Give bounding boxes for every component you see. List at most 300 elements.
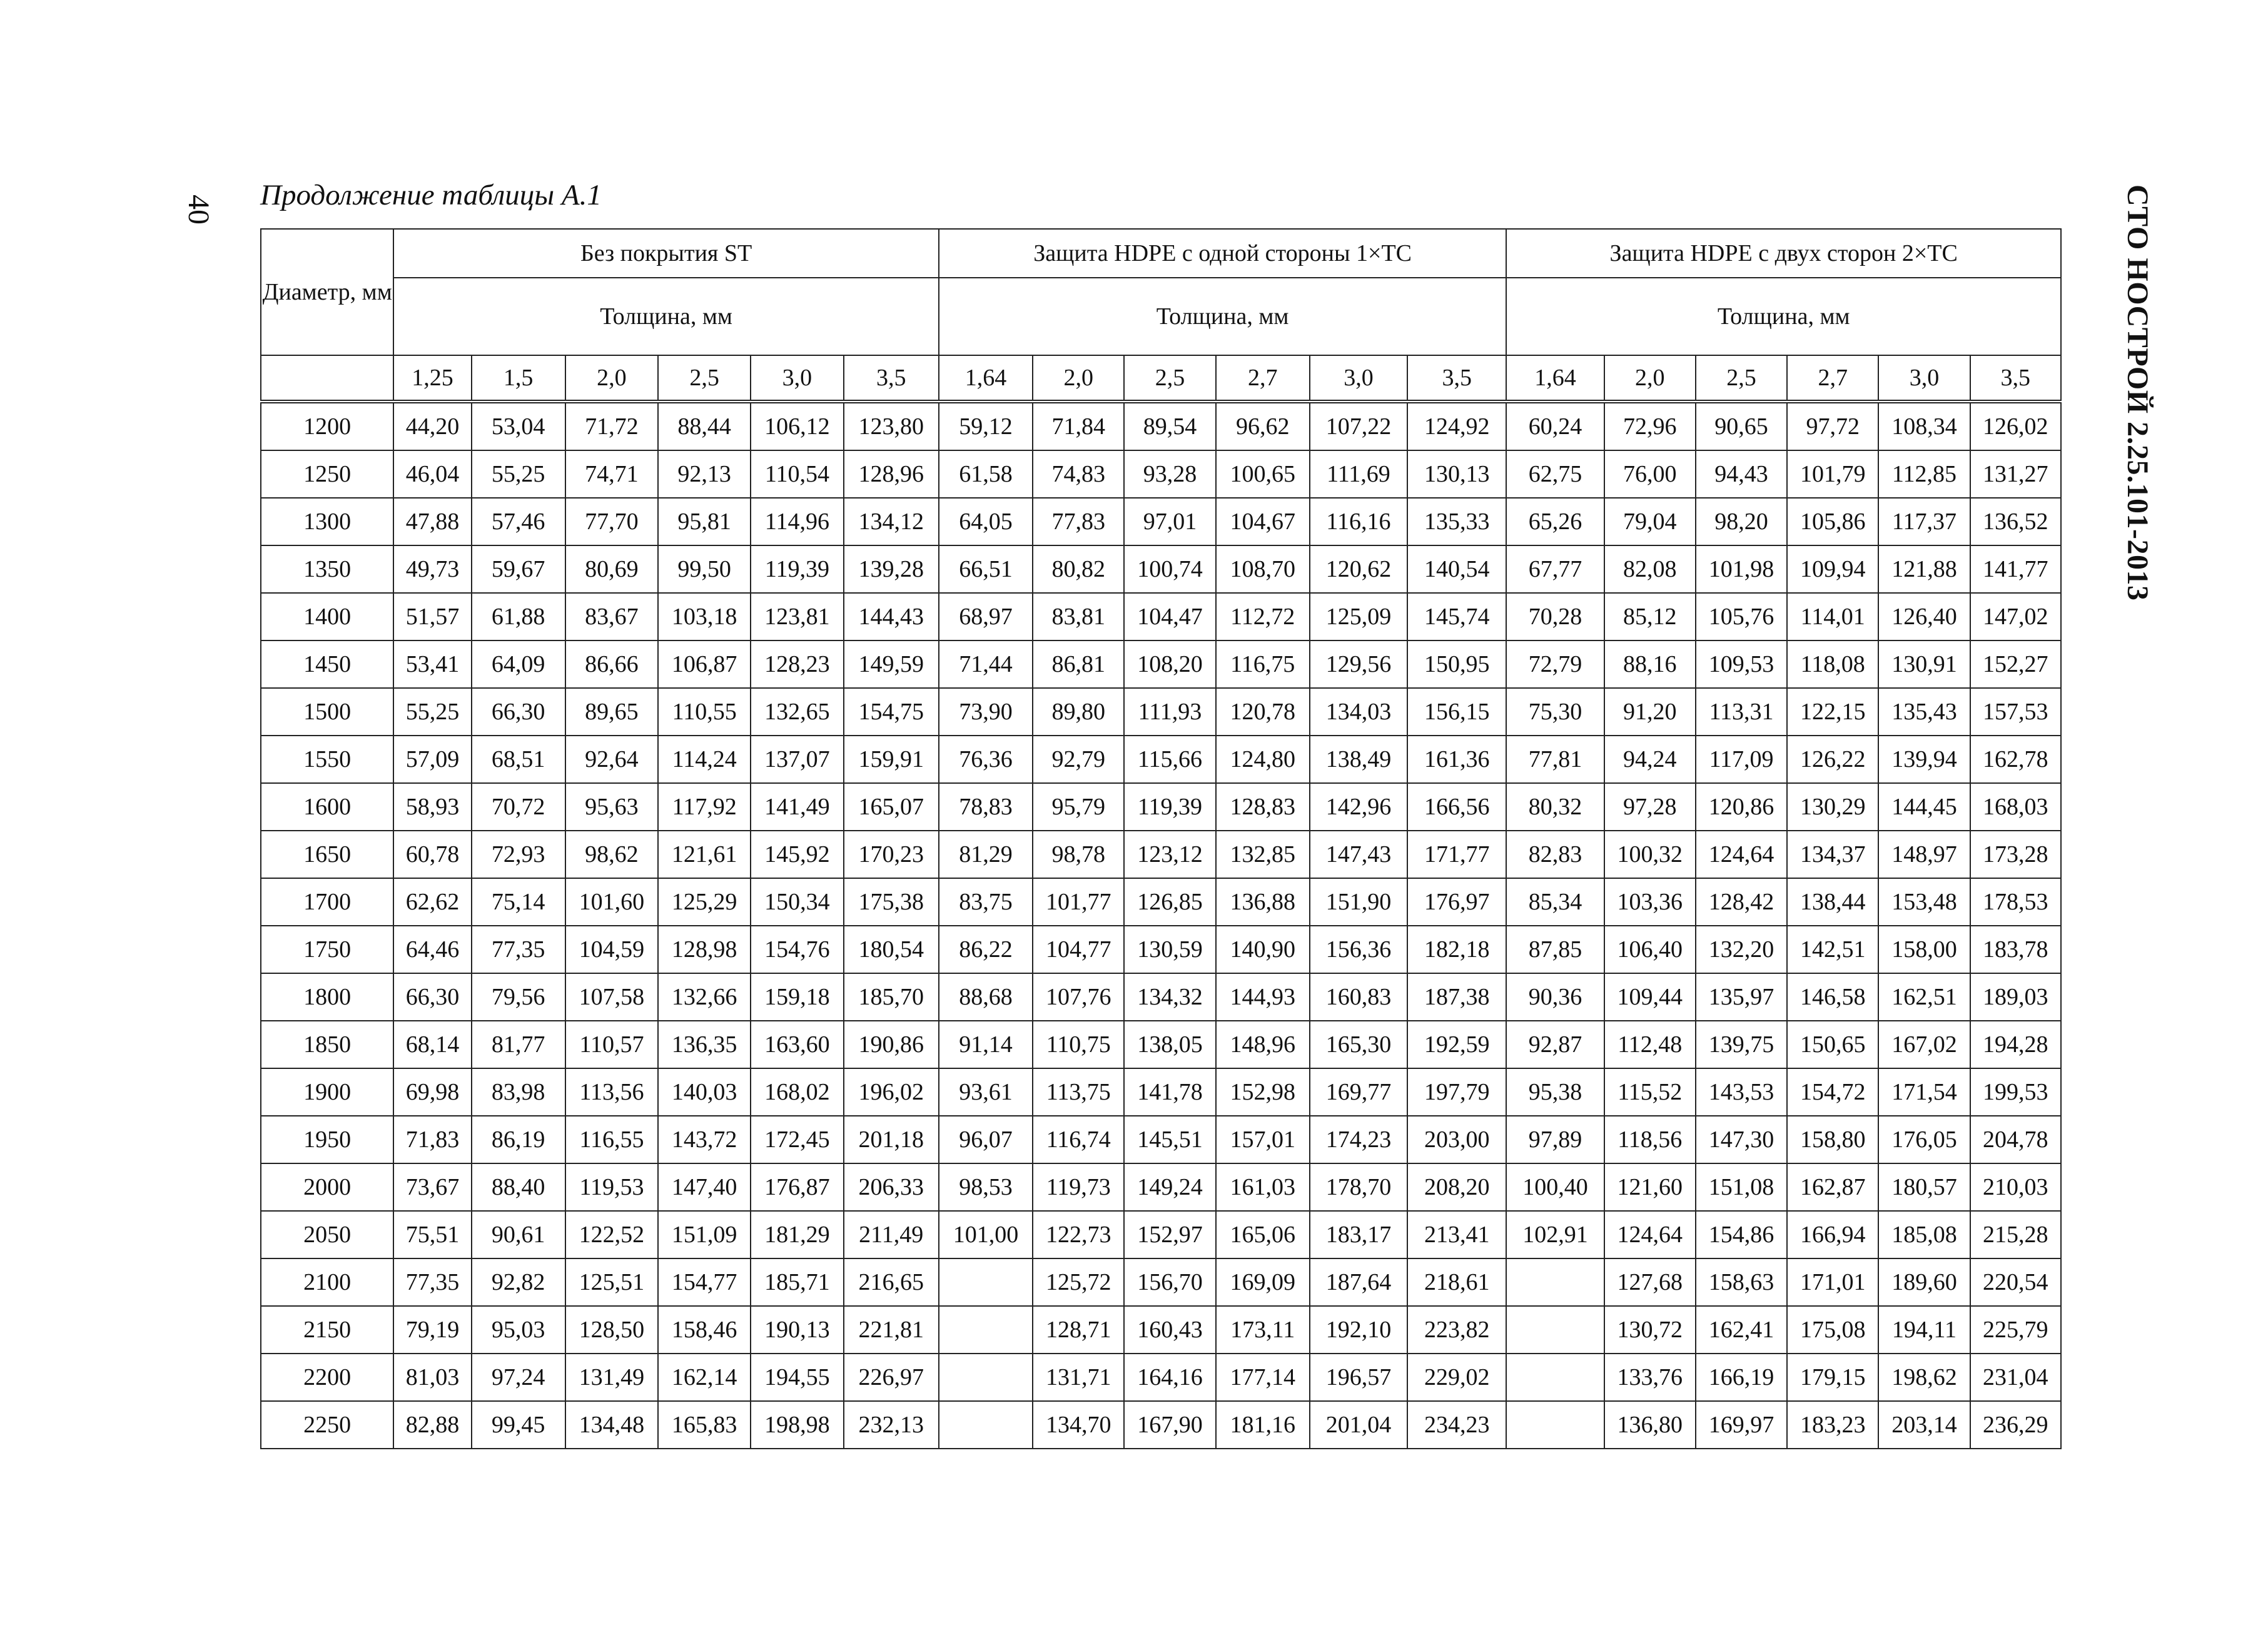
value-cell: 176,87: [751, 1163, 843, 1211]
value-cell: 92,79: [1033, 736, 1124, 783]
value-cell: 102,91: [1506, 1211, 1604, 1258]
value-cell: 107,22: [1310, 402, 1407, 450]
value-cell: 68,14: [393, 1021, 471, 1068]
value-cell: 100,40: [1506, 1163, 1604, 1211]
value-cell: 126,22: [1787, 736, 1878, 783]
value-cell: 140,03: [658, 1068, 751, 1116]
value-cell: 105,86: [1787, 498, 1878, 545]
value-cell: [1506, 1306, 1604, 1354]
value-cell: 138,49: [1310, 736, 1407, 783]
diameter-cell: 2050: [261, 1211, 393, 1258]
value-cell: 46,04: [393, 450, 471, 498]
value-cell: 135,97: [1696, 973, 1787, 1021]
value-cell: 165,06: [1216, 1211, 1310, 1258]
value-cell: 55,25: [472, 450, 565, 498]
value-cell: 113,56: [565, 1068, 658, 1116]
value-cell: 99,50: [658, 545, 751, 593]
value-cell: 189,60: [1878, 1258, 1970, 1306]
value-cell: 106,40: [1604, 926, 1696, 973]
value-cell: 81,03: [393, 1354, 471, 1401]
value-cell: 98,20: [1696, 498, 1787, 545]
thickness-header-1tc-4: 3,0: [1310, 355, 1407, 402]
value-cell: 44,20: [393, 402, 471, 450]
value-cell: 59,67: [472, 545, 565, 593]
document-code: СТО НОСТРОЙ 2.25.101-2013: [2121, 185, 2154, 601]
value-cell: 154,86: [1696, 1211, 1787, 1258]
value-cell: 154,75: [844, 688, 939, 736]
value-cell: 75,14: [472, 878, 565, 926]
value-cell: 165,30: [1310, 1021, 1407, 1068]
value-cell: 128,96: [844, 450, 939, 498]
value-cell: 125,72: [1033, 1258, 1124, 1306]
value-cell: 169,77: [1310, 1068, 1407, 1116]
table-row: [261, 593, 2061, 640]
diameter-cell: 1600: [261, 783, 393, 831]
value-cell: 82,83: [1506, 831, 1604, 878]
value-cell: 141,49: [751, 783, 843, 831]
value-cell: 183,23: [1787, 1401, 1878, 1449]
value-cell: 92,13: [658, 450, 751, 498]
value-cell: 116,75: [1216, 640, 1310, 688]
value-cell: 68,51: [472, 736, 565, 783]
thickness-header-1tc-2: 2,5: [1124, 355, 1215, 402]
value-cell: 203,00: [1407, 1116, 1506, 1163]
value-cell: 179,15: [1787, 1354, 1878, 1401]
value-cell: 80,69: [565, 545, 658, 593]
value-cell: 136,52: [1970, 498, 2061, 545]
value-cell: 92,64: [565, 736, 658, 783]
value-cell: 98,62: [565, 831, 658, 878]
thickness-header-2tc-2: 2,5: [1696, 355, 1787, 402]
value-cell: 71,72: [565, 402, 658, 450]
value-cell: 130,72: [1604, 1306, 1696, 1354]
value-cell: 187,38: [1407, 973, 1506, 1021]
value-cell: 194,11: [1878, 1306, 1970, 1354]
value-cell: 110,54: [751, 450, 843, 498]
value-cell: 77,35: [393, 1258, 471, 1306]
value-cell: 71,84: [1033, 402, 1124, 450]
value-cell: 162,51: [1878, 973, 1970, 1021]
value-cell: 121,88: [1878, 545, 1970, 593]
value-cell: 174,23: [1310, 1116, 1407, 1163]
value-cell: 92,87: [1506, 1021, 1604, 1068]
value-cell: 198,98: [751, 1401, 843, 1449]
value-cell: 130,29: [1787, 783, 1878, 831]
value-cell: 138,05: [1124, 1021, 1215, 1068]
value-cell: 163,60: [751, 1021, 843, 1068]
value-cell: 97,89: [1506, 1116, 1604, 1163]
value-cell: 140,90: [1216, 926, 1310, 973]
value-cell: 134,70: [1033, 1401, 1124, 1449]
value-cell: 216,65: [844, 1258, 939, 1306]
value-cell: 67,77: [1506, 545, 1604, 593]
value-cell: [939, 1354, 1033, 1401]
value-cell: 198,62: [1878, 1354, 1970, 1401]
diameter-cell: 1200: [261, 402, 393, 450]
diameter-cell: 1300: [261, 498, 393, 545]
value-cell: 126,02: [1970, 402, 2061, 450]
value-cell: 180,57: [1878, 1163, 1970, 1211]
value-cell: 220,54: [1970, 1258, 2061, 1306]
thickness-header-2tc-1: 2,0: [1604, 355, 1696, 402]
value-cell: 117,92: [658, 783, 751, 831]
value-cell: 182,18: [1407, 926, 1506, 973]
value-cell: 135,33: [1407, 498, 1506, 545]
value-cell: 120,62: [1310, 545, 1407, 593]
value-cell: 88,40: [472, 1163, 565, 1211]
value-cell: 166,56: [1407, 783, 1506, 831]
value-cell: 111,69: [1310, 450, 1407, 498]
diameter-cell: 2150: [261, 1306, 393, 1354]
value-cell: 127,68: [1604, 1258, 1696, 1306]
value-cell: 101,79: [1787, 450, 1878, 498]
diameter-cell: 1850: [261, 1021, 393, 1068]
value-cell: 151,09: [658, 1211, 751, 1258]
value-cell: 150,65: [1787, 1021, 1878, 1068]
value-cell: 124,92: [1407, 402, 1506, 450]
value-cell: 53,41: [393, 640, 471, 688]
value-cell: 101,00: [939, 1211, 1033, 1258]
value-cell: 160,43: [1124, 1306, 1215, 1354]
value-cell: 151,90: [1310, 878, 1407, 926]
value-cell: 201,18: [844, 1116, 939, 1163]
value-cell: 176,97: [1407, 878, 1506, 926]
value-cell: 120,86: [1696, 783, 1787, 831]
value-cell: 90,36: [1506, 973, 1604, 1021]
thickness-header-2tc-0: 1,64: [1506, 355, 1604, 402]
value-cell: 229,02: [1407, 1354, 1506, 1401]
data-table: [260, 228, 2062, 1449]
value-cell: 151,08: [1696, 1163, 1787, 1211]
value-cell: 173,28: [1970, 831, 2061, 878]
value-cell: 145,74: [1407, 593, 1506, 640]
value-cell: 86,66: [565, 640, 658, 688]
diameter-cell: 1250: [261, 450, 393, 498]
value-cell: [939, 1306, 1033, 1354]
diameter-cell: 1800: [261, 973, 393, 1021]
value-cell: 95,79: [1033, 783, 1124, 831]
group-subtitle-1tc: Толщина, мм: [939, 278, 1507, 355]
value-cell: 112,72: [1216, 593, 1310, 640]
value-cell: 91,14: [939, 1021, 1033, 1068]
value-cell: 124,80: [1216, 736, 1310, 783]
value-cell: 112,85: [1878, 450, 1970, 498]
value-cell: 94,24: [1604, 736, 1696, 783]
value-cell: 150,95: [1407, 640, 1506, 688]
table-row: [261, 1211, 2061, 1258]
value-cell: 117,37: [1878, 498, 1970, 545]
value-cell: 150,34: [751, 878, 843, 926]
value-cell: 134,32: [1124, 973, 1215, 1021]
value-cell: 190,13: [751, 1306, 843, 1354]
value-cell: 145,51: [1124, 1116, 1215, 1163]
value-cell: 96,62: [1216, 402, 1310, 450]
value-cell: 141,77: [1970, 545, 2061, 593]
diameter-cell: 2100: [261, 1258, 393, 1306]
value-cell: 128,98: [658, 926, 751, 973]
table-row: [261, 736, 2061, 783]
value-cell: 64,09: [472, 640, 565, 688]
value-cell: 95,38: [1506, 1068, 1604, 1116]
value-cell: 135,43: [1878, 688, 1970, 736]
value-cell: 121,60: [1604, 1163, 1696, 1211]
value-cell: 208,20: [1407, 1163, 1506, 1211]
value-cell: 77,35: [472, 926, 565, 973]
table-row: [261, 1354, 2061, 1401]
value-cell: 133,76: [1604, 1354, 1696, 1401]
value-cell: 60,78: [393, 831, 471, 878]
value-cell: 154,77: [658, 1258, 751, 1306]
value-cell: 101,60: [565, 878, 658, 926]
value-cell: 175,08: [1787, 1306, 1878, 1354]
value-cell: 132,66: [658, 973, 751, 1021]
thickness-header-1tc-1: 2,0: [1033, 355, 1124, 402]
diameter-cell: 1700: [261, 878, 393, 926]
value-cell: 156,70: [1124, 1258, 1215, 1306]
table-row: [261, 783, 2061, 831]
value-cell: 120,78: [1216, 688, 1310, 736]
value-cell: 118,56: [1604, 1116, 1696, 1163]
thickness-header-st-2: 2,0: [565, 355, 658, 402]
value-cell: 110,75: [1033, 1021, 1124, 1068]
thickness-header-1tc-5: 3,5: [1407, 355, 1506, 402]
value-cell: 114,01: [1787, 593, 1878, 640]
value-cell: 172,45: [751, 1116, 843, 1163]
value-cell: 140,54: [1407, 545, 1506, 593]
value-cell: 124,64: [1696, 831, 1787, 878]
value-cell: 158,80: [1787, 1116, 1878, 1163]
value-cell: 60,24: [1506, 402, 1604, 450]
value-cell: 97,24: [472, 1354, 565, 1401]
value-cell: 106,12: [751, 402, 843, 450]
value-cell: 86,19: [472, 1116, 565, 1163]
table-row: [261, 688, 2061, 736]
value-cell: 130,59: [1124, 926, 1215, 973]
value-cell: 165,07: [844, 783, 939, 831]
value-cell: 95,03: [472, 1306, 565, 1354]
value-cell: 132,65: [751, 688, 843, 736]
value-cell: 162,41: [1696, 1306, 1787, 1354]
value-cell: 162,14: [658, 1354, 751, 1401]
value-cell: 77,81: [1506, 736, 1604, 783]
value-cell: 134,12: [844, 498, 939, 545]
diameter-cell: 2250: [261, 1401, 393, 1449]
value-cell: 154,72: [1787, 1068, 1878, 1116]
value-cell: 169,09: [1216, 1258, 1310, 1306]
thickness-header-st-1: 1,5: [472, 355, 565, 402]
value-cell: 181,29: [751, 1211, 843, 1258]
value-cell: 116,16: [1310, 498, 1407, 545]
table-caption: Продолжение таблицы А.1: [260, 179, 602, 211]
value-cell: 165,83: [658, 1401, 751, 1449]
diameter-cell: 1900: [261, 1068, 393, 1116]
value-cell: 162,78: [1970, 736, 2061, 783]
value-cell: 104,47: [1124, 593, 1215, 640]
value-cell: 199,53: [1970, 1068, 2061, 1116]
value-cell: 180,54: [844, 926, 939, 973]
value-cell: 143,53: [1696, 1068, 1787, 1116]
value-cell: 79,19: [393, 1306, 471, 1354]
value-cell: 192,10: [1310, 1306, 1407, 1354]
value-cell: 147,43: [1310, 831, 1407, 878]
value-cell: 196,57: [1310, 1354, 1407, 1401]
thickness-header-st-0: 1,25: [393, 355, 471, 402]
table-row: [261, 926, 2061, 973]
value-cell: 226,97: [844, 1354, 939, 1401]
value-cell: 91,20: [1604, 688, 1696, 736]
thickness-header-2tc-3: 2,7: [1787, 355, 1878, 402]
value-cell: 82,88: [393, 1401, 471, 1449]
value-cell: 85,34: [1506, 878, 1604, 926]
value-cell: 100,74: [1124, 545, 1215, 593]
value-cell: 104,67: [1216, 498, 1310, 545]
value-cell: 95,81: [658, 498, 751, 545]
value-cell: 103,18: [658, 593, 751, 640]
value-cell: 114,24: [658, 736, 751, 783]
value-cell: 99,45: [472, 1401, 565, 1449]
value-cell: 201,04: [1310, 1401, 1407, 1449]
table-row: [261, 1163, 2061, 1211]
value-cell: [1506, 1401, 1604, 1449]
value-cell: 231,04: [1970, 1354, 2061, 1401]
value-cell: 211,49: [844, 1211, 939, 1258]
value-cell: 142,96: [1310, 783, 1407, 831]
value-cell: 143,72: [658, 1116, 751, 1163]
value-cell: 154,76: [751, 926, 843, 973]
value-cell: 69,98: [393, 1068, 471, 1116]
value-cell: 185,71: [751, 1258, 843, 1306]
value-cell: 90,61: [472, 1211, 565, 1258]
value-cell: 138,44: [1787, 878, 1878, 926]
value-cell: 61,58: [939, 450, 1033, 498]
value-cell: 152,27: [1970, 640, 2061, 688]
table-row: [261, 402, 2061, 450]
value-cell: 192,59: [1407, 1021, 1506, 1068]
value-cell: 82,08: [1604, 545, 1696, 593]
value-cell: 157,01: [1216, 1116, 1310, 1163]
value-cell: 161,36: [1407, 736, 1506, 783]
value-cell: 113,31: [1696, 688, 1787, 736]
value-cell: 115,66: [1124, 736, 1215, 783]
value-cell: 171,01: [1787, 1258, 1878, 1306]
value-cell: 129,56: [1310, 640, 1407, 688]
value-cell: 119,73: [1033, 1163, 1124, 1211]
diameter-cell: 2000: [261, 1163, 393, 1211]
diameter-cell: 1500: [261, 688, 393, 736]
value-cell: 187,64: [1310, 1258, 1407, 1306]
value-cell: 116,74: [1033, 1116, 1124, 1163]
table-row: [261, 545, 2061, 593]
value-cell: 234,23: [1407, 1401, 1506, 1449]
value-cell: 164,16: [1124, 1354, 1215, 1401]
table-row: [261, 831, 2061, 878]
diameter-cell: 1650: [261, 831, 393, 878]
value-cell: 64,46: [393, 926, 471, 973]
value-cell: 171,54: [1878, 1068, 1970, 1116]
value-cell: [1506, 1354, 1604, 1401]
table-row: [261, 1068, 2061, 1116]
value-cell: 87,85: [1506, 926, 1604, 973]
value-cell: 178,70: [1310, 1163, 1407, 1211]
value-cell: 104,59: [565, 926, 658, 973]
value-cell: 77,83: [1033, 498, 1124, 545]
value-cell: 144,45: [1878, 783, 1970, 831]
value-cell: 47,88: [393, 498, 471, 545]
diameter-cell: 1750: [261, 926, 393, 973]
value-cell: 139,28: [844, 545, 939, 593]
value-cell: 221,81: [844, 1306, 939, 1354]
value-cell: 80,32: [1506, 783, 1604, 831]
value-cell: 98,78: [1033, 831, 1124, 878]
value-cell: 61,88: [472, 593, 565, 640]
value-cell: 65,26: [1506, 498, 1604, 545]
value-cell: 83,67: [565, 593, 658, 640]
value-cell: 73,90: [939, 688, 1033, 736]
diameter-header-spacer: [261, 355, 393, 402]
diameter-cell: 1350: [261, 545, 393, 593]
value-cell: 210,03: [1970, 1163, 2061, 1211]
value-cell: 96,07: [939, 1116, 1033, 1163]
value-cell: 153,48: [1878, 878, 1970, 926]
value-cell: 72,79: [1506, 640, 1604, 688]
value-cell: 236,29: [1970, 1401, 2061, 1449]
value-cell: 114,96: [751, 498, 843, 545]
value-cell: 175,38: [844, 878, 939, 926]
value-cell: 171,77: [1407, 831, 1506, 878]
value-cell: 53,04: [472, 402, 565, 450]
group-subtitle-st: Толщина, мм: [393, 278, 939, 355]
value-cell: 161,03: [1216, 1163, 1310, 1211]
value-cell: 142,51: [1787, 926, 1878, 973]
value-cell: 119,53: [565, 1163, 658, 1211]
group-title-2tc: Защита HDPE с двух сторон 2×TC: [1506, 229, 2061, 278]
value-cell: 123,81: [751, 593, 843, 640]
value-cell: 76,00: [1604, 450, 1696, 498]
value-cell: 83,75: [939, 878, 1033, 926]
value-cell: 57,46: [472, 498, 565, 545]
value-cell: 122,15: [1787, 688, 1878, 736]
value-cell: 137,07: [751, 736, 843, 783]
value-cell: 108,20: [1124, 640, 1215, 688]
value-cell: 148,96: [1216, 1021, 1310, 1068]
value-cell: 203,14: [1878, 1401, 1970, 1449]
value-cell: 215,28: [1970, 1211, 2061, 1258]
value-cell: 178,53: [1970, 878, 2061, 926]
value-cell: 100,65: [1216, 450, 1310, 498]
value-cell: 68,97: [939, 593, 1033, 640]
value-cell: 58,93: [393, 783, 471, 831]
value-cell: 168,03: [1970, 783, 2061, 831]
value-cell: 128,83: [1216, 783, 1310, 831]
value-cell: 139,75: [1696, 1021, 1787, 1068]
value-cell: 101,98: [1696, 545, 1787, 593]
diameter-cell: 1950: [261, 1116, 393, 1163]
value-cell: 194,55: [751, 1354, 843, 1401]
value-cell: 95,63: [565, 783, 658, 831]
value-cell: 88,44: [658, 402, 751, 450]
value-cell: 117,09: [1696, 736, 1787, 783]
value-cell: 159,91: [844, 736, 939, 783]
value-cell: 66,51: [939, 545, 1033, 593]
table-row: [261, 878, 2061, 926]
value-cell: 107,58: [565, 973, 658, 1021]
value-cell: [939, 1258, 1033, 1306]
value-cell: 110,55: [658, 688, 751, 736]
thickness-header-1tc-0: 1,64: [939, 355, 1033, 402]
value-cell: 176,05: [1878, 1116, 1970, 1163]
value-cell: 76,36: [939, 736, 1033, 783]
value-cell: 108,70: [1216, 545, 1310, 593]
